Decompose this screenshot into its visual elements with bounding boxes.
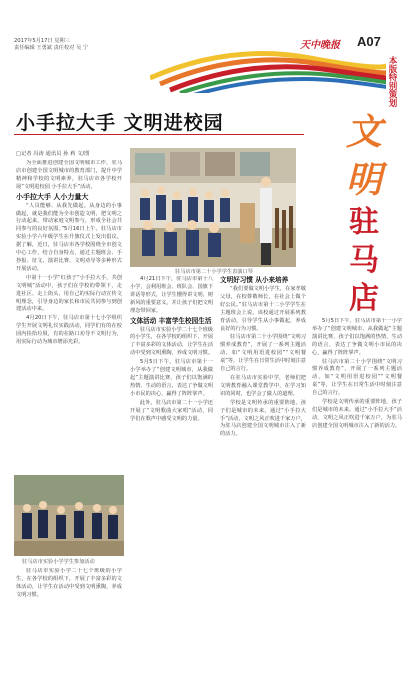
masthead-meta	[14, 38, 144, 52]
brand-char-1: 文	[345, 111, 382, 153]
vertical-brand-title	[333, 108, 395, 318]
intro-paragraph: 为全面推进创建全国文明城市工作，驻马店市创建全国文明城市的教育部门，提升中学精神和学校的文明素养，驻马店市各学校开展“文明进校园 小手拉大手”活动。	[16, 160, 122, 190]
brand-char-3: 驻	[349, 205, 379, 240]
photo2-caption: 驻马店市实验小学学生参加活动	[22, 559, 95, 565]
photo-students-harmonica	[130, 148, 296, 267]
section3-paragraph: 学校是文明传承的重要阵地，孩子们是城市的未来。通过“小手拉大手”活动，文明之风正吹进千家万户，为驻马店创建全国文明城市注入了新的活力。	[312, 399, 402, 429]
byline: □记者 冯涛 通讯员 孙 莉 文/图	[16, 151, 90, 157]
section2-paragraph: 驻马店市实验小学二十七个班级的小学生，在各学校的组织下，开展了丰富多彩的文体活动，让学生在活动中受到文明熏陶，养成文明习惯。	[16, 568, 122, 598]
section3-paragraph: 驻马店市第二十小学围绕“文明习惯养成教育”，开展了一系列主题活动，如“文明用语进校园”“文明餐桌”等，让学生在日常生活中时刻注意自己的言行。	[220, 334, 306, 373]
photo-students-outdoor	[14, 475, 124, 556]
newspaper-logo: 天中晚报	[300, 40, 340, 51]
editor-line: 责任编辑 王勇斌 责任校对 吴 宁	[14, 45, 89, 51]
section3-paragraph: 在驻马店市实验中学，老师们把文明教育融入课堂教学中，在学习知识的同时，也学会了做人的道理。	[220, 374, 306, 397]
section1-paragraph: 4月20日下午，驻马店市第十七小学组织学生开展文明礼仪实践活动，同学们有的在校园内捡拾垃圾，有的在路口劝导不文明行为，用实际行动为城市增添光彩。	[16, 315, 122, 346]
photo1-caption: 驻马店市第二十小学学生表演口琴	[175, 269, 253, 275]
headline: 小手拉大手 文明进校园	[16, 112, 224, 134]
brand-char-5: 店	[349, 281, 379, 316]
section3-paragraph: 驻马店市第二十小学围绕“文明习惯养成教育”，开展了一系列主题活动，如“文明用语进校园”“文明餐桌”等，让学生在日常生活中时刻注意自己的言行。	[312, 358, 402, 397]
section2-paragraph: 此外，驻马店市第二十一小学还开展了“文明歌曲大家唱”活动，同学们在歌声中感受文明的力量。	[130, 399, 213, 422]
date-line: 2017年5月17日 星期三	[14, 38, 70, 44]
section2-paragraph: 5月5日下午，驻马店市第十一小学举办了“创建文明城市，从我做起”主题演讲比赛，孩子们以饱满的热情、生动的语言，表达了争做文明小市民的决心，赢得了阵阵掌声。	[312, 318, 402, 356]
section2-paragraph: 驻马店市实验小学二十七个班级的小学生，在各学校的组织下，开展了丰富多彩的文体活动，让学生在活动中受到文明熏陶，养成文明习惯。	[130, 326, 213, 357]
article-column-4	[312, 318, 402, 663]
brand-char-4: 马	[349, 243, 379, 278]
article-column-3	[220, 276, 306, 656]
section1-paragraph: 中第十一小学“红孩子”小手拉大手，共创文明城”活动中，孩子们在学校的带领下，走进社区、走上街头，用自己的实际行动宣传文明理念，引导身边的家长和市民共同参与到创建活动中来。	[16, 274, 122, 313]
section1-title: 小手拉大手 人小力量大	[16, 192, 89, 201]
section2-title: 文体活动 丰富学生校园生活	[130, 316, 212, 325]
page-number: A07	[357, 34, 381, 49]
brand-char-2: 明	[345, 159, 382, 201]
article-column-2	[130, 276, 213, 656]
section2-paragraph: 5月5日下午，驻马店市第十一小学举办了“创建文明城市，从我做起”主题演讲比赛，孩子们以饱满的热情、生动的语言，表达了争做文明小市民的决心，赢得了阵阵掌声。	[130, 359, 213, 397]
section1-paragraph: 4月21日下午，驻马店市第十八小学，会利用班会、班队会、国旗下讲话等形式，让学生懂得讲文明、树新风的重要意义，并让孩子们把文明理念带回家。	[130, 276, 213, 314]
section3-paragraph: 学校是文明传承的重要阵地，孩子们是城市的未来。通过“小手拉大手”活动，文明之风正吹进千家万户，为驻马店创建全国文明城市注入了新的活力。	[220, 399, 306, 438]
section3-paragraph: “我们要做文明小学生，在家孝敬父母，在校尊敬师长，在社会上做个好公民。”驻马店市第十二小学学生在主题班会上说。该校通过开展系列教育活动，引导学生从小事做起，养成良好的行为习惯。	[220, 286, 306, 332]
section1-paragraph: “人员能够、从我先做起。从身边的小事做起，就是我们能为全市创造文明，把文明之行动起来，带动家庭文明参与，形成全社会共同参与的良好氛围。”5月16日上午，驻马店市实验小学六年级学生在升旗仪式上发出倡议。据了解，近日，驻马店市各学校围绕全市创文中心工作，结合自身特点，通过主题班会、手抄报、征文、演讲比赛、文明劝导等多种形式开展活动。	[16, 202, 122, 272]
special-feature-label: 本版特别策划	[387, 56, 397, 107]
colorful-swoosh-decoration	[150, 38, 390, 93]
section3-title: 文明好习惯 从小来培养	[220, 276, 289, 284]
headline-rule	[14, 134, 304, 135]
article-column-1-lower	[16, 568, 122, 668]
article-column-1	[16, 160, 122, 472]
